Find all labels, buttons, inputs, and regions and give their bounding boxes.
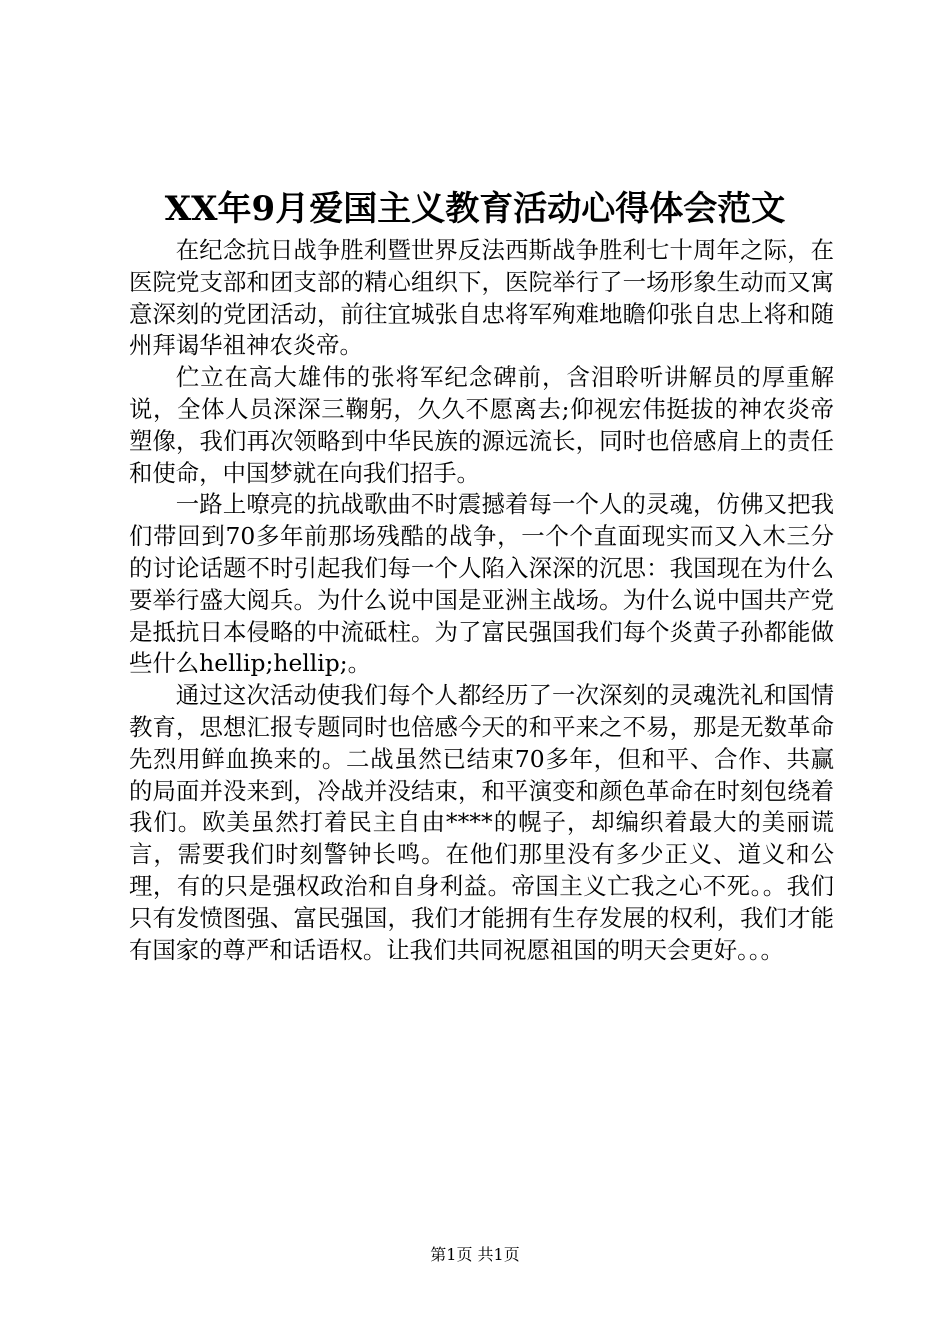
document-body bbox=[129, 235, 834, 966]
body-paragraph: 一路上嘹亮的抗战歌曲不时震撼着每一个人的灵魂，仿佛又把我们带回到70多年前那场残酷的战争，一个个直面现实而又入木三分的讨论话题不时引起我们每一个人陷入深深的沉思：我国现在为什么要举行盛大阅兵。为什么说中国是亚洲主战场。为什么说中国共产党是抵抗日本侵略的中流砥柱。为了富民强国我们每个炎黄子孙都能做些什么hellip;hellip;。 bbox=[129, 490, 834, 678]
page-footer: 第1页 共1页 bbox=[430, 1245, 520, 1264]
body-paragraph: 通过这次活动使我们每个人都经历了一次深刻的灵魂洗礼和国情教育，思想汇报专题同时也倍感今天的和平来之不易，那是无数革命先烈用鲜血换来的。二战虽然已结束70多年，但和平、合作、共赢的局面并没来到，冷战并没结束，和平演变和颜色革命在时刻包绕着我们。欧美虽然打着民主自由****的幌子，却编织着最大的美丽谎言，需要我们时刻警钟长鸣。在他们那里没有多少正义、道义和公理，有的只是强权政治和自身利益。帝国主义亡我之心不死。。我们只有发愤图强、富民强国，我们才能拥有生存发展的权利，我们才能有国家的尊严和话语权。让我们共同祝愿祖国的明天会更好。。。 bbox=[129, 681, 834, 964]
document-title: XX年9月爱国主义教育活动心得体会范文 bbox=[164, 189, 786, 229]
body-paragraph: 在纪念抗日战争胜利暨世界反法西斯战争胜利七十周年之际，在医院党支部和团支部的精心组织下，医院举行了一场形象生动而又寓意深刻的党团活动，前往宜城张自忠将军殉难地瞻仰张自忠上将和随州拜谒华祖神农炎帝。 bbox=[129, 236, 834, 360]
body-paragraph: 伫立在高大雄伟的张将军纪念碑前，含泪聆听讲解员的厚重解说，全体人员深深三鞠躬，久久不愿离去;仰视宏伟挺拔的神农炎帝塑像，我们再次领略到中华民族的源远流长，同时也倍感肩上的责任和使命，中国梦就在向我们招手。 bbox=[129, 363, 834, 487]
